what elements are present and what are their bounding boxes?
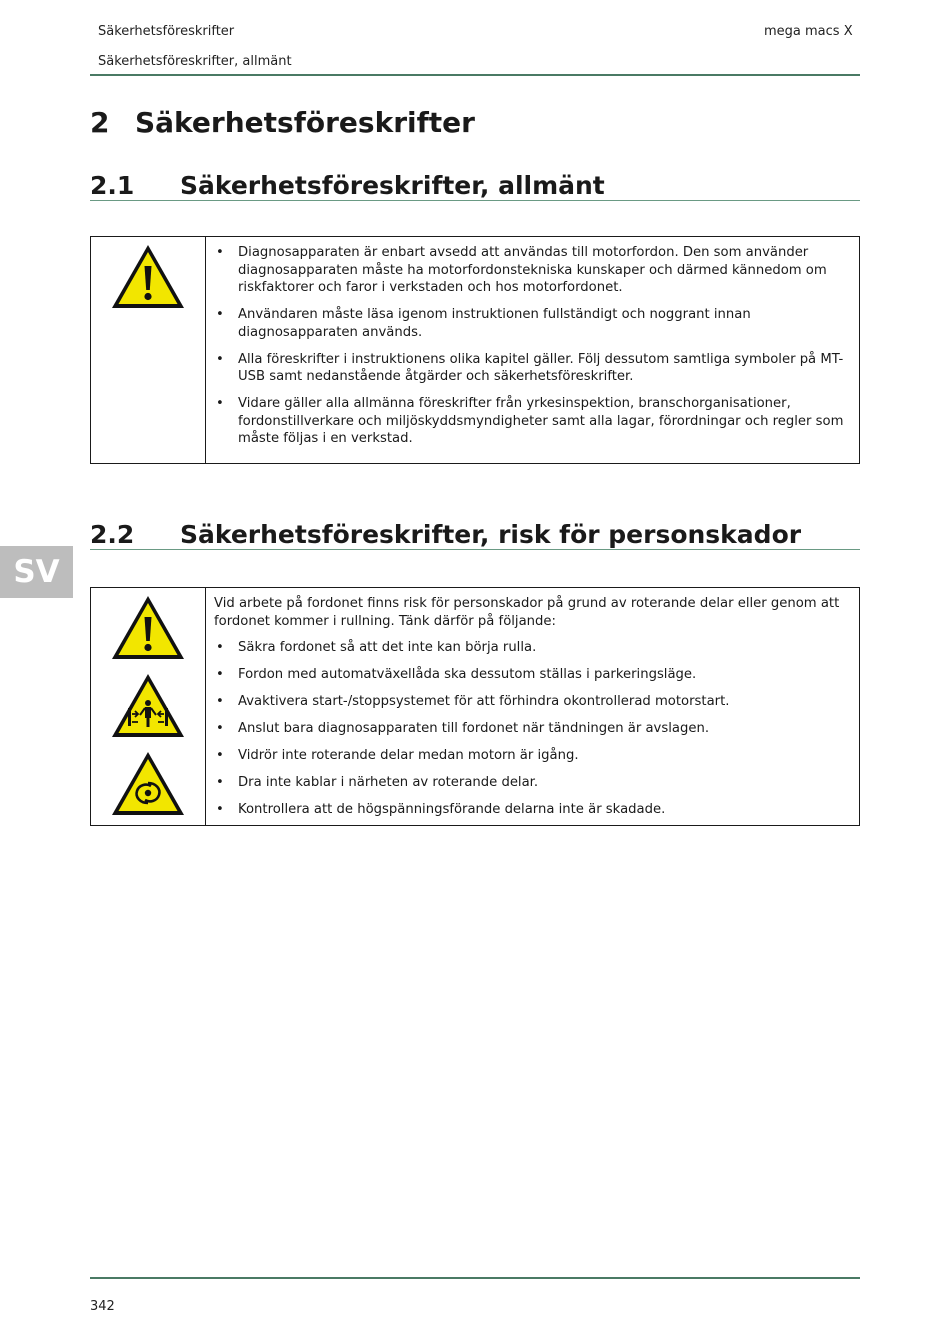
warning-icons-column bbox=[91, 237, 206, 463]
list-item: • Avaktivera start-/stoppsystemet för att förhindra okontrollerad motorstart. bbox=[214, 693, 847, 711]
footer-divider bbox=[90, 1277, 860, 1279]
warning-icons-column bbox=[91, 588, 206, 825]
rotating-parts-icon bbox=[110, 750, 186, 818]
safety-intro: Vid arbete på fordonet finns risk för personskador på grund av roterande delar eller genom att fordonet kommer i rullning. Tänk därför på följande: bbox=[214, 596, 840, 629]
page-number: 342 bbox=[90, 1299, 115, 1314]
section-divider bbox=[90, 549, 860, 550]
section-heading-personal-injury bbox=[90, 520, 801, 549]
safety-list bbox=[214, 244, 847, 448]
language-tab: SV bbox=[0, 546, 73, 598]
warning-general-icon bbox=[110, 243, 186, 311]
list-item: • Dra inte kablar i närheten av roterande delar. bbox=[214, 774, 847, 792]
section-number: 2.2 bbox=[90, 520, 135, 549]
safety-list bbox=[214, 639, 847, 819]
chapter-heading bbox=[90, 106, 475, 139]
header-section-title: Säkerhetsföreskrifter bbox=[98, 24, 235, 39]
section-title: Säkerhetsföreskrifter, risk för personskador bbox=[180, 520, 802, 549]
section-number: 2.1 bbox=[90, 171, 135, 200]
section-heading-general bbox=[90, 171, 605, 200]
warning-general-icon bbox=[110, 594, 186, 662]
crushing-hazard-icon bbox=[110, 672, 186, 740]
list-item: • Vidrör inte roterande delar medan motorn är igång. bbox=[214, 747, 847, 765]
list-item: • Vidare gäller alla allmänna föreskrifter från yrkesinspektion, branschorganisationer, fordonstillverkare och miljöskyddsmyndigheter samt alla lagar, förordningar och regler som måste följas i en verkstad. bbox=[214, 395, 847, 448]
list-item: • Användaren måste läsa igenom instruktionen fullständigt och noggrant innan diagnosapparaten används. bbox=[214, 306, 847, 341]
section-title: Säkerhetsföreskrifter, allmänt bbox=[180, 171, 605, 200]
header-subsection-title: Säkerhetsföreskrifter, allmänt bbox=[98, 54, 292, 69]
list-item: • Diagnosapparaten är enbart avsedd att användas till motorfordon. Den som använder diagnosapparaten måste ha motorfordonstekniska kunskaper och därmed kännedom om riskfaktorer och faror i verkstaden och hos motorfordonet. bbox=[214, 244, 847, 297]
list-item: • Anslut bara diagnosapparaten till fordonet när tändningen är avslagen. bbox=[214, 720, 847, 738]
list-item: • Alla föreskrifter i instruktionens olika kapitel gäller. Följ dessutom samtliga symboler på MT-USB samt nedanstående åtgärder och säkerhetsföreskrifter. bbox=[214, 351, 847, 386]
safety-notice-general bbox=[90, 236, 860, 464]
section-divider bbox=[90, 200, 860, 201]
safety-notice-text bbox=[206, 588, 859, 825]
list-item: • Säkra fordonet så att det inte kan börja rulla. bbox=[214, 639, 847, 657]
safety-notice-personal-injury bbox=[90, 587, 860, 826]
header-divider bbox=[90, 74, 860, 76]
chapter-title: Säkerhetsföreskrifter bbox=[135, 106, 475, 139]
list-item: • Kontrollera att de högspänningsförande delarna inte är skadade. bbox=[214, 801, 847, 819]
list-item: • Fordon med automatväxellåda ska dessutom ställas i parkeringsläge. bbox=[214, 666, 847, 684]
chapter-number: 2 bbox=[90, 106, 110, 139]
header-product-name: mega macs X bbox=[764, 24, 853, 39]
safety-notice-text bbox=[206, 237, 859, 463]
